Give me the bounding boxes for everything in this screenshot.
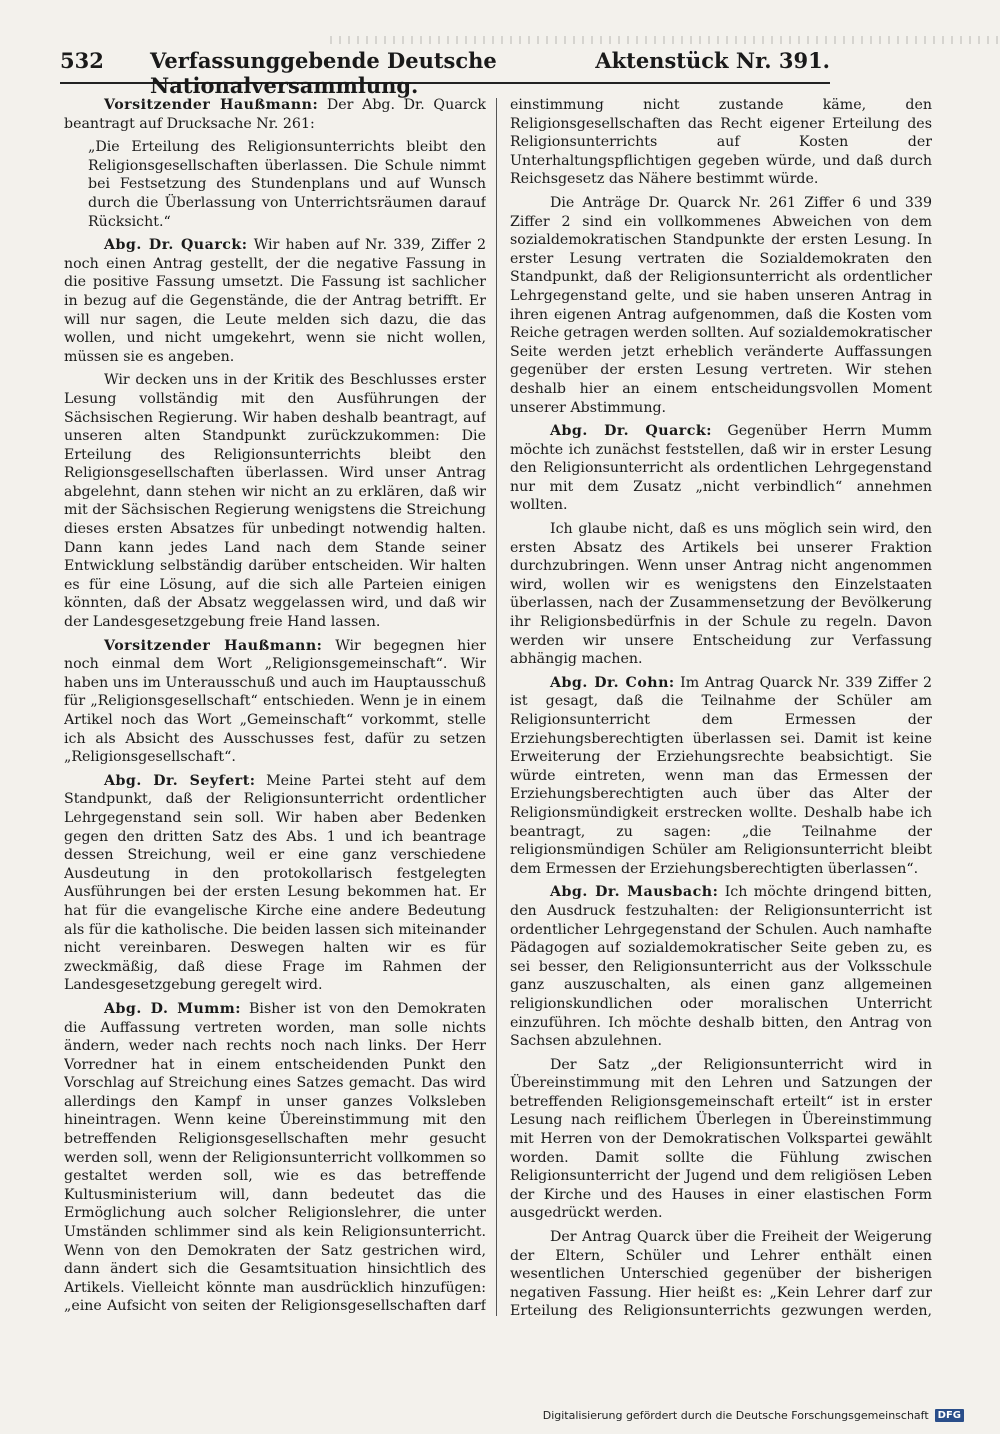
paragraph bbox=[510, 1228, 932, 1318]
paragraph bbox=[510, 883, 932, 1050]
paragraph bbox=[64, 772, 486, 995]
footer-text: Digitalisierung gefördert durch die Deutsche Forschungsgemeinschaft bbox=[542, 1409, 929, 1422]
paragraph bbox=[510, 96, 932, 189]
left-column bbox=[64, 96, 486, 1318]
running-title: Verfassunggebende Deutsche Nationalversammlung. bbox=[150, 48, 497, 98]
paragraph-text: Ich möchte dringend bitten, den Ausdruck festzuhalten: der Religionsunterricht ist ordentlicher Lehrgegenstand der Schulen. Auch namhafte Pädagogen auf sozialdemokratischer Seite geben zu, es sei besser, den Religionsunterricht aus der Volksschule ganz auszuschalten, als einen ganz allgemeinen religionskundlichen oder moralischen Unterricht einzuführen. Ich möchte deshalb bitten, den Antrag von Sachsen abzulehnen. bbox=[510, 884, 932, 1050]
paragraph-text: Gegenüber Herrn Mumm möchte ich zunächst feststellen, daß wir in erster Lesung den Religionsunterricht als ordentlichen Lehrgegenstand nur mit dem Zusatz „nicht verbindlich“ annehmen wollten. bbox=[510, 423, 932, 514]
dfg-logo: DFG bbox=[935, 1409, 964, 1422]
paragraph-text: „Die Erteilung des Religionsunterrichts bleibt den Religionsgesellschaften überlassen. Die Schule nimmt bei Festsetzung des Stundenplans und auf Wunsch durch die Überlassung von Unterrichtsräumen darauf Rücksicht.“ bbox=[88, 139, 486, 230]
paragraph-text: Der Satz „der Religionsunterricht wird in Übereinstimmung mit den Lehren und Satzungen der betreffenden Religionsgemeinschaft erteilt“ ist in erster Lesung nach reiflichem Überlegen in Übereinstimmung mit Herren von der Demokratischen Volkspartei gewählt worden. Damit sollte die Fühlung zwischen Religionsunterricht der Jugend und dem religiösen Leben der Kirche und des Hauses in einer elastischen Form ausgedrückt werden. bbox=[510, 1056, 932, 1222]
paragraph-text: Der Abg. Dr. Quarck beantragt auf Drucksache Nr. 261: bbox=[64, 97, 486, 132]
quoted-motion bbox=[88, 138, 486, 231]
paragraph bbox=[64, 96, 486, 133]
footer bbox=[543, 1409, 964, 1422]
paragraph-text: Wir begegnen hier noch einmal dem Wort „Religionsgemeinschaft“. Wir haben uns im Unterausschuß und auch im Hauptausschuß für „Religionsgesellschaft“ entschieden. Wenn je in einem Artikel noch das Wort „Gemeinschaft“ vorkommt, stelle ich als Absicht des Ausschusses fest, dafür zu setzen „Religionsgesellschaft“. bbox=[64, 637, 486, 766]
speaker-name: Abg. Dr. Quarck: bbox=[550, 423, 712, 440]
paragraph bbox=[64, 1000, 486, 1318]
paragraph bbox=[64, 371, 486, 631]
paragraph-text: einstimmung nicht zustande käme, den Religionsgesellschaften das Recht eigener Erteilung des Religionsunterrichts auf Kosten der Unterhaltungspflichtigen gegeben würde, und daß durch Reichsgesetz das Nähere bestimmt würde. bbox=[510, 97, 932, 188]
speaker-name: Abg. Dr. Mausbach: bbox=[550, 884, 719, 901]
speaker-name: Vorsitzender Haußmann: bbox=[104, 97, 319, 113]
paragraph bbox=[510, 194, 932, 417]
paragraph-text: Wir haben auf Nr. 339, Ziffer 2 noch einen Antrag gestellt, der die negative Fassung in die positive Fassung umsetzt. Die Fassung ist sachlicher in bezug auf die Gegenstände, die der Antrag betrifft. Er will nur sagen, die Leute melden sich dazu, die das wollen, und nicht umgekehrt, wenn sie nicht wollen, müssen sie es angeben. bbox=[64, 237, 486, 365]
page-header bbox=[60, 48, 830, 98]
column-divider bbox=[496, 98, 497, 1316]
paragraph-text: Im Antrag Quarck Nr. 339 Ziffer 2 ist gesagt, daß die Teilnahme der Schüler am Religionsunterricht dem Ermessen der Erziehungsberechtigten überlassen sei. Damit ist keine Erweiterung der Erziehungsrechte beabsichtigt. Sie würde eintreten, wenn man das Ermessen der Erziehungsberechtigten auch über das Alter der Religionsmündigkeit erstrecken wollte. Deshalb habe ich beantragt, zu sagen: „die Teilnahme der religionsmündigen Schüler am Religionsunterricht bleibt dem Ermessen der Erziehungsberechtigten überlassen“. bbox=[510, 674, 932, 877]
paragraph-text: Ich glaube nicht, daß es uns möglich sein wird, den ersten Absatz des Artikels bei unserer Fraktion durchzubringen. Wenn unser Antrag nicht angenommen wird, wollen wir es wenigstens den Einzelstaaten überlassen, nach der Zusammensetzung der Bevölkerung ihr Religionsbedürfnis in der Schule zu regeln. Davon werden wir unsere Entscheidung zur Verfassung abhängig machen. bbox=[510, 521, 932, 668]
speaker-name: Abg. Dr. Cohn: bbox=[550, 674, 675, 691]
paragraph bbox=[64, 637, 486, 767]
paragraph-text: Bisher ist von den Demokraten die Auffassung vertreten worden, man solle nichts ändern, weder nach rechts noch nach links. Der Herr Vorredner hat in einem entscheidenden Punkt den Vorschlag auf Streichung eines Satzes gemacht. Das wird allerdings den Kampf in unser ganzes Volksleben hineintragen. Wenn keine Übereinstimmung mit den betreffenden Religionsgesellschaften mehr gesucht werden soll, wenn der Religionsunterricht vollkommen so gestaltet werden soll, wie es das betreffende Kultusministerium will, dann bedeutet das die Ermöglichung auch solcher Religionslehrer, die unter Umständen schlimmer sind als kein Religionsunterricht. Wenn von den Demokraten der Satz gestrichen wird, dann ändert sich die Gesamtsituation hinsichtlich des Artikels. Vielleicht könnte man ausdrücklich hinzufügen: „eine Aufsicht von seiten der Religionsgesellschaften darf bbox=[64, 1000, 486, 1315]
paragraph-text: Die Anträge Dr. Quarck Nr. 261 Ziffer 6 und 339 Ziffer 2 sind ein vollkommenes Abweichen von dem sozialdemokratischen Standpunkte der ersten Lesung. In erster Lesung vertraten die Sozialdemokraten den Standpunkt, daß der Religionsunterricht als ordentlicher Lehrgegenstand gelte, und sie haben unseren Antrag in ihren eigenen Antrag aufgenommen, daß die Kosten vom Reiche getragen werden sollten. Auf sozialdemokratischer Seite werden jetzt erheblich veränderte Auffassungen gegenüber der ersten Lesung vertreten. Wir stehen deshalb hier an einem entscheidungsvollen Moment unserer Abstimmung. bbox=[510, 194, 932, 416]
paragraph bbox=[64, 236, 486, 366]
document-number: Aktenstück Nr. 391. bbox=[595, 48, 830, 73]
paragraph bbox=[510, 1056, 932, 1223]
paragraph bbox=[510, 520, 932, 669]
scan-artifact-strip bbox=[330, 36, 1000, 44]
right-column bbox=[510, 96, 932, 1318]
page-number: 532 bbox=[60, 48, 104, 73]
paragraph-text: Meine Partei steht auf dem Standpunkt, daß der Religionsunterricht ordentlicher Lehrgegenstand sein soll. Wir haben aber Bedenken gegen den dritten Satz des Abs. 1 und ich beantrage dessen Streichung, weil er eine ganz verschiedene Ausdeutung in den protokollarisch festgelegten Ausführungen bei der ersten Lesung bekommen hat. Er hat für die evangelische Kirche eine andere Bedeutung als für die katholische. Die beiden lassen sich miteinander nicht vereinbaren. Deswegen halten wir es für zweckmäßig, daß diese Frage im Rahmen der Landesgesetzgebung geregelt wird. bbox=[64, 772, 486, 994]
paragraph bbox=[510, 422, 932, 515]
paragraph-text: Wir decken uns in der Kritik des Beschlusses erster Lesung vollständig mit den Ausführungen der Sächsischen Regierung. Wir haben deshalb beantragt, auf unseren alten Standpunkt zurückzukommen: Die Erteilung des Religionsunterrichts bleibt den Religionsgesellschaften überlassen. Wird unser Antrag abgelehnt, dann stehen wir nicht an zu erklären, daß wir mit der Sächsischen Regierung wenigstens die Streichung dieses ersten Absatzes für unbedingt notwendig halten. Dann kann jedes Land nach dem Stande seiner Entwicklung selbständig darüber entscheiden. Wir halten es für eine Lösung, auf die sich alle Parteien einigen könnten, daß der Absatz weggelassen wird, und daß wir der Landesgesetzgebung freie Hand lassen. bbox=[64, 372, 486, 631]
speaker-name: Abg. Dr. Seyfert: bbox=[104, 772, 256, 789]
speaker-name: Abg. D. Mumm: bbox=[104, 1000, 242, 1017]
paragraph-text: Der Antrag Quarck über die Freiheit der Weigerung der Eltern, Schüler und Lehrer enthält einen wesentlichen Unterschied gegenüber der bisherigen negativen Fassung. Hier heißt es: „Kein Lehrer darf zur Erteilung des Religionsunterrichts gezwungen werden, bbox=[510, 1229, 932, 1318]
speaker-name: Vorsitzender Haußmann: bbox=[104, 637, 323, 654]
paragraph bbox=[510, 674, 932, 879]
speaker-name: Abg. Dr. Quarck: bbox=[104, 237, 248, 254]
